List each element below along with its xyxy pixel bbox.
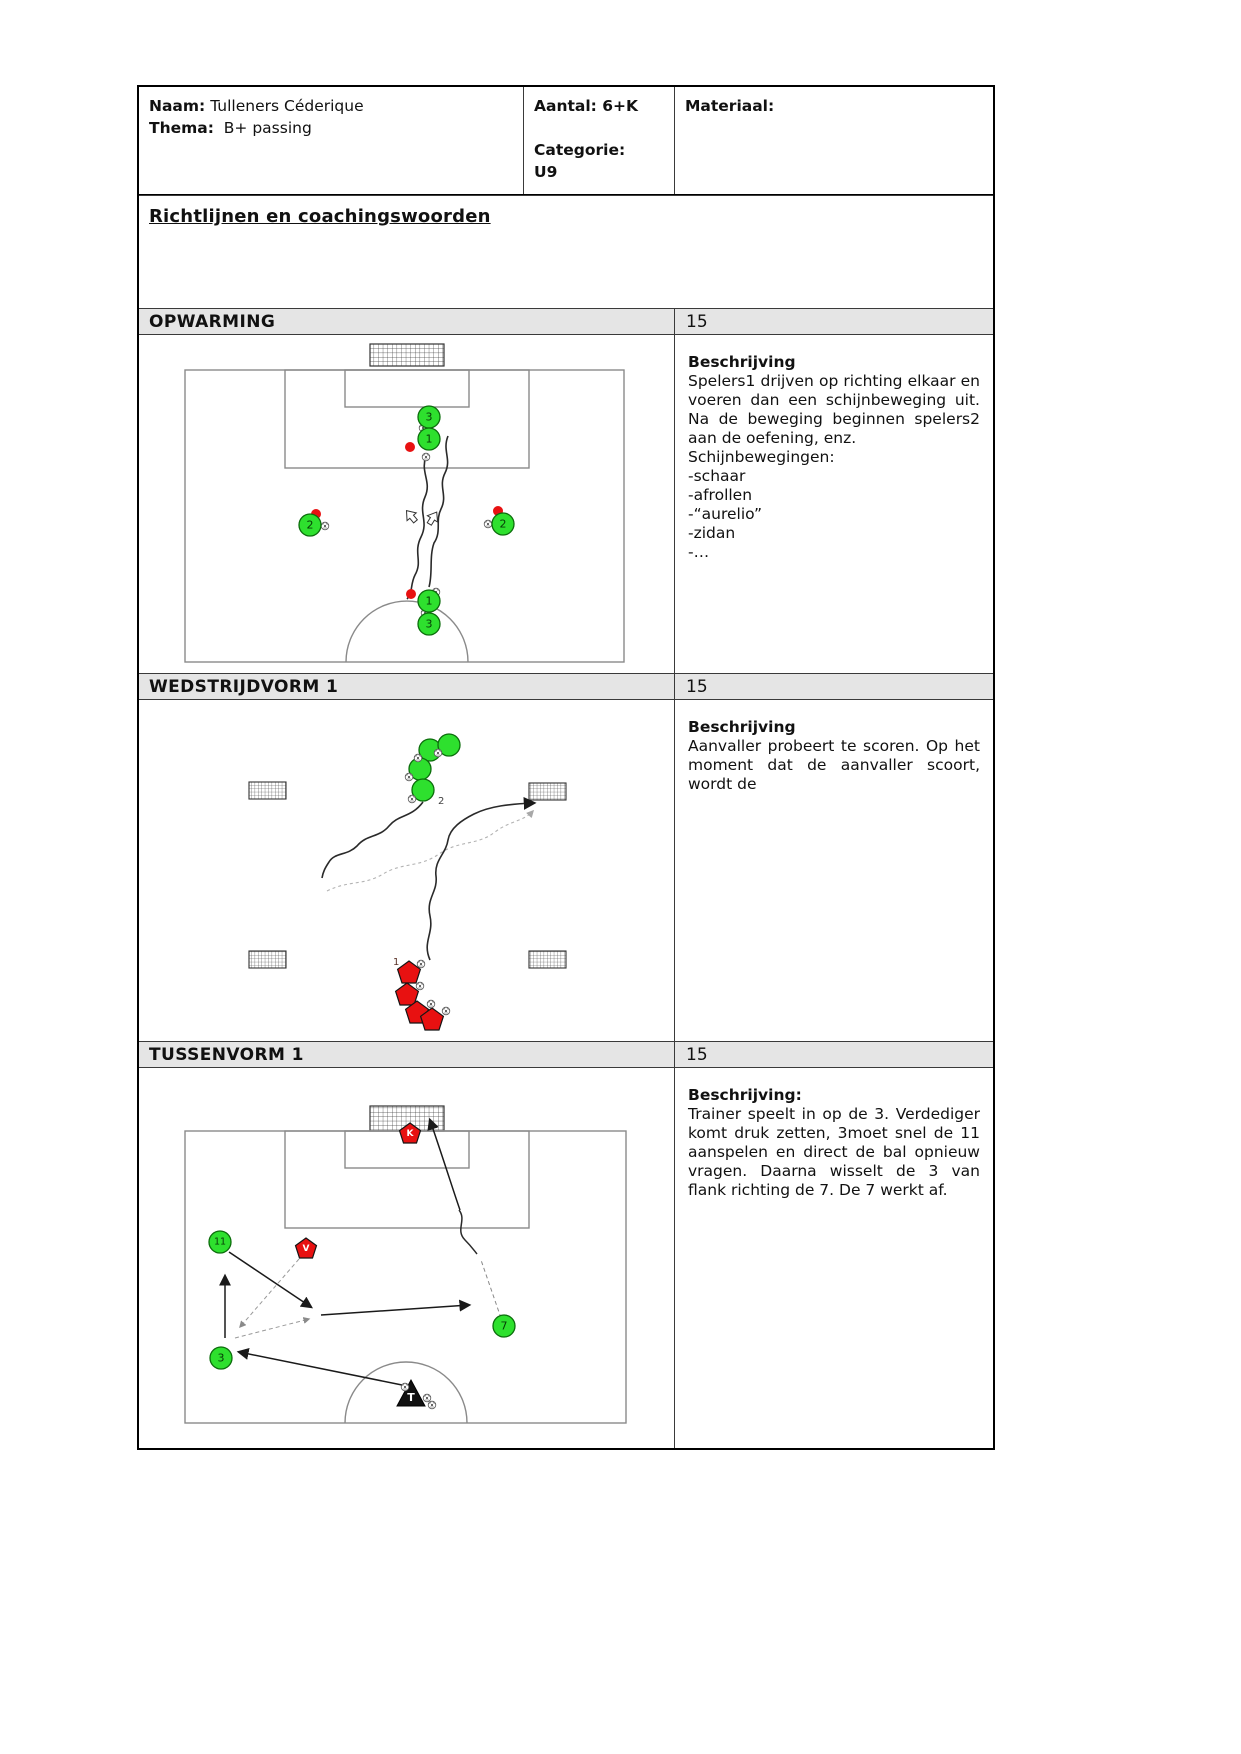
description-line: -“aurelio” [688,505,763,523]
mini-goal [529,951,566,968]
shot-line [430,1120,460,1210]
action-lines [225,1120,501,1385]
dribble-path [459,1210,477,1254]
goal-net [370,344,444,366]
count-label: Aantal: 6+K [534,97,639,115]
ball-icon [423,1394,431,1402]
player-circle [492,513,514,535]
pass-line [321,1305,469,1315]
section-duration: 15 [674,309,993,334]
player-number: 3 [217,1351,225,1365]
player-number: 3 [425,410,433,424]
section-content-wedstrijdvorm [139,699,993,1041]
mini-goal [249,782,286,799]
field-lines [185,370,624,662]
section-duration: 15 [674,1042,993,1067]
mini-goals [249,782,566,968]
trainer [397,1380,436,1409]
description-line: -zidan [688,524,736,542]
description-line: -schaar [688,467,746,485]
player-circle [299,514,321,536]
description-paragraph: Aanvaller probeert te scoren. Op het moment dat de aanvaller scoort, wordt de [688,737,980,793]
section-content-opwarming [139,334,993,673]
player-circle [209,1231,231,1253]
material-cell [675,87,993,194]
theme-line [149,117,513,139]
run-path [327,811,533,891]
player-number: 7 [500,1319,508,1333]
ball-icon [408,795,416,803]
name-line [149,95,513,117]
run-path [481,1260,501,1318]
mini-goal [249,951,286,968]
trainer-label: T [407,1391,415,1404]
wedstrijdvorm-description [674,700,993,1041]
keeper-label: K [406,1129,414,1139]
description-line: -… [688,543,710,561]
player-number: 1 [425,594,433,608]
description-title: Beschrijving [688,718,796,736]
wedstrijdvorm-field-svg [139,700,674,1042]
players-green [209,1231,515,1369]
info-header-row [139,87,993,195]
group-label: 1 [393,957,400,968]
dribble-shot-path [427,803,534,960]
player-number: 11 [213,1236,227,1248]
section-title: OPWARMING [149,311,276,332]
ball-icon [416,982,424,990]
theme-label: Thema: [149,119,214,137]
player-circle [418,428,440,450]
description-paragraph: Spelers1 drijven op richting elkaar en voeren dan een schijnbeweging uit. Na de beweging beginnen spelers2 aan de oefening, enz. [688,372,980,447]
tussenvorm-description [674,1068,993,1448]
ball-icon [414,754,422,762]
player-number: 2 [499,517,507,531]
section-content-tussenvorm [139,1067,993,1448]
attackers-group [405,734,460,807]
defender [296,1238,317,1258]
player-circle [493,1315,515,1337]
guidelines-row [139,195,993,308]
dribble-path [322,802,423,878]
player-circle [418,406,440,428]
category-label: Categorie: [534,141,626,159]
training-sheet-table [137,85,995,1450]
ball-icon [442,1007,450,1015]
description-paragraph: Trainer speelt in op de 3. Verdediger komt druk zetten, 3moet snel de 11 aanspelen en direct de bal opnieuw vragen. Daarna wisselt de 3 van flank richting de 7. De 7 werkt af. [688,1105,980,1199]
ball-icon [484,520,492,528]
field-lines [185,1131,626,1423]
direction-arrow-icon [402,507,420,525]
description-title: Beschrijving [688,353,796,371]
opwarming-diagram [139,335,674,673]
section-header-wedstrijdvorm [139,673,993,699]
description-line: -afrollen [688,486,753,504]
tussenvorm-diagram [139,1068,674,1448]
description-line: Schijnbewegingen: [688,448,835,466]
group-label: 2 [438,796,445,807]
category-value: U9 [534,163,558,181]
material-label: Materiaal: [685,97,775,115]
ball-icon [405,773,413,781]
tussenvorm-field-svg [139,1068,674,1449]
ball-icon [401,1383,409,1391]
name-label: Naam: [149,97,206,115]
section-title: WEDSTRIJDVORM 1 [149,676,339,697]
player-number: 3 [425,617,433,631]
player-number: 2 [306,518,314,532]
run-path [235,1319,309,1338]
defenders-group [393,957,450,1030]
ball-icon [428,1401,436,1409]
player-circle [210,1347,232,1369]
ball-icon [422,453,430,461]
mini-goal [529,783,566,800]
ball-icon [321,522,329,530]
opwarming-field-svg [139,335,674,674]
name-theme-cell [139,87,524,194]
ball-icon [434,749,442,757]
player-circle [418,613,440,635]
ball-icon [427,1000,435,1008]
count-category-cell [524,87,675,194]
defender-label: V [302,1244,310,1254]
ball-icon [417,960,425,968]
section-header-opwarming [139,308,993,334]
opwarming-description [674,335,993,673]
player-circle [418,590,440,612]
theme-value: B+ passing [223,119,312,137]
description-title: Beschrijving: [688,1086,802,1104]
defender-pentagon [396,983,419,1005]
name-value: Tulleners Céderique [210,97,364,115]
section-title: TUSSENVORM 1 [149,1044,304,1065]
pass-line [229,1252,311,1307]
spacer [534,117,664,139]
guidelines-title: Richtlijnen en coachingswoorden [149,206,491,227]
wedstrijdvorm-diagram [139,700,674,1041]
player-number: 1 [425,432,433,446]
section-header-tussenvorm [139,1041,993,1067]
section-duration: 15 [674,674,993,699]
